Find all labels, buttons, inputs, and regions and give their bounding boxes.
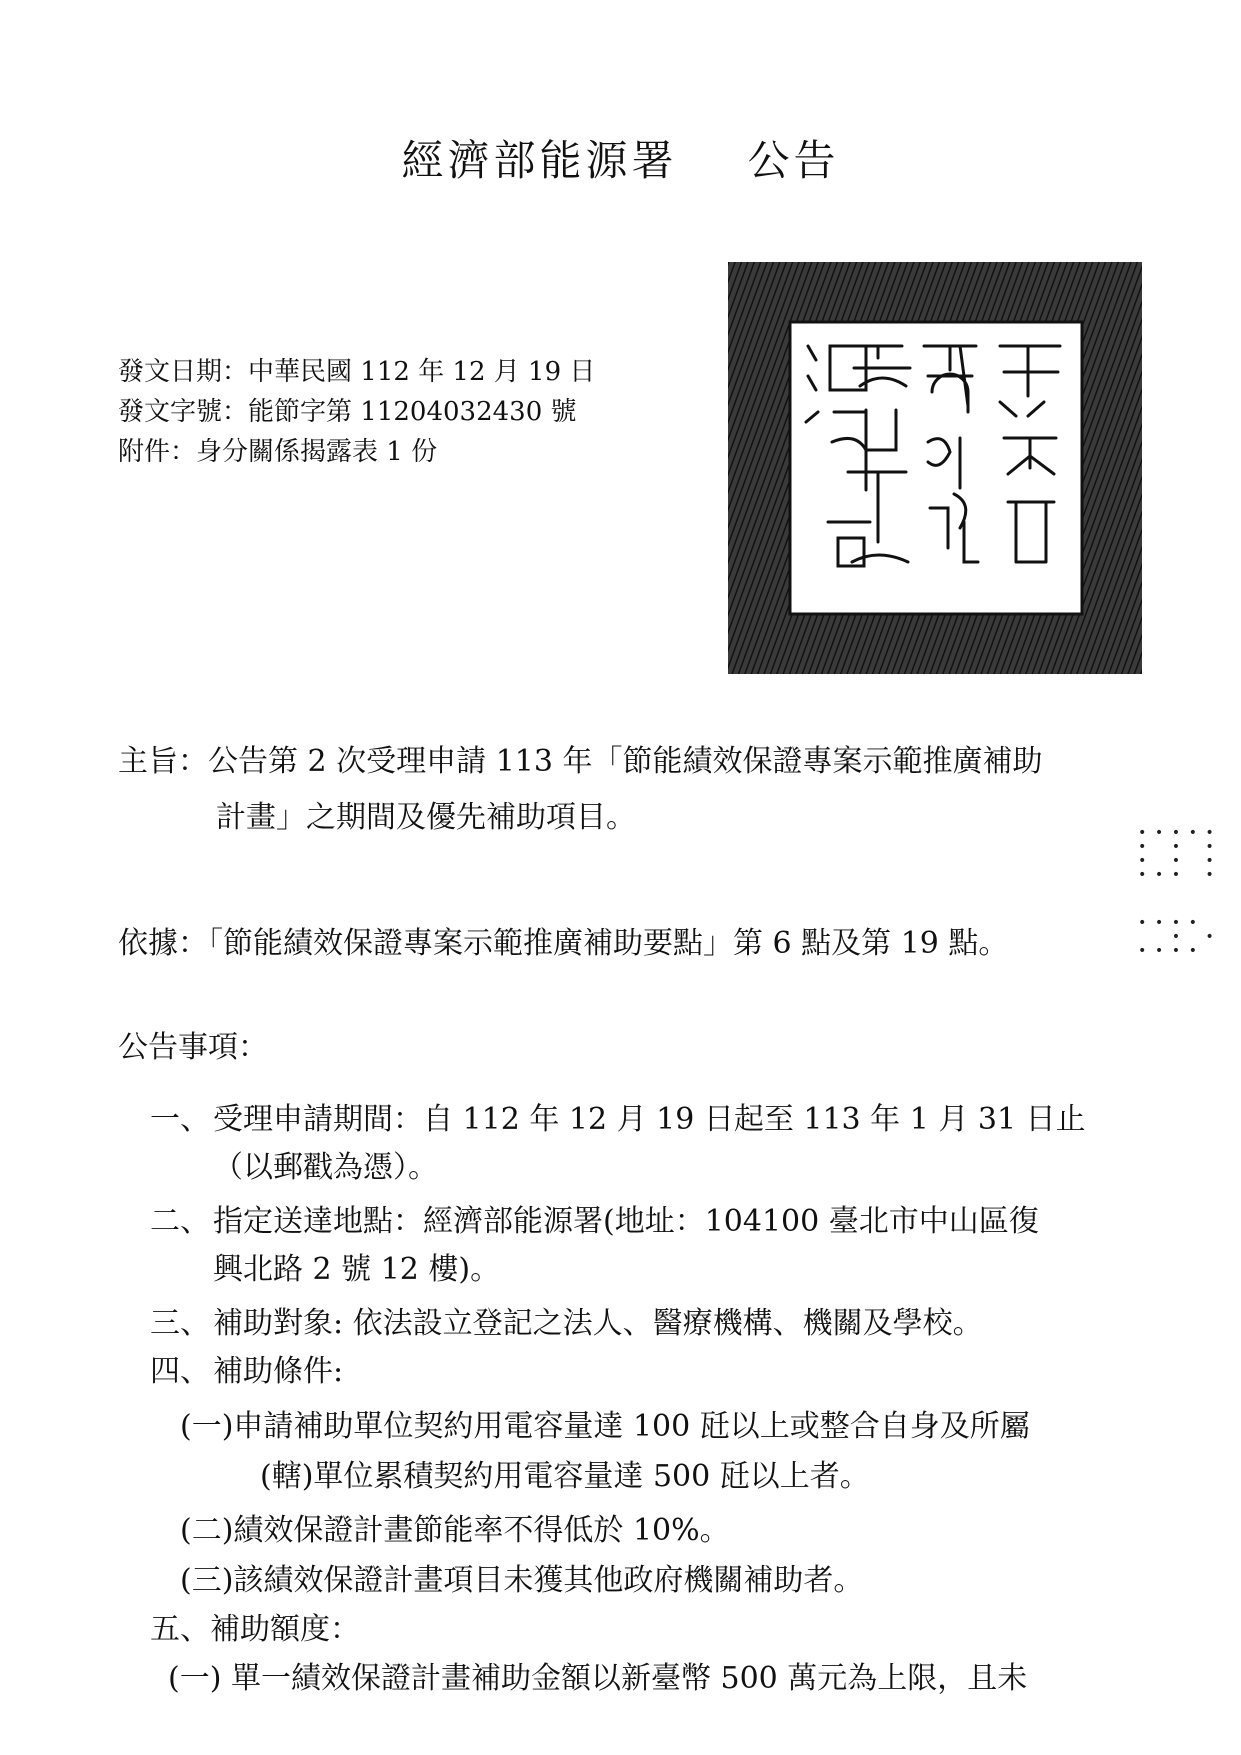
list-item	[118, 1198, 1138, 1294]
attachment-label: 附件：	[118, 437, 197, 467]
item-number: 五、	[150, 1612, 210, 1647]
agency-name: 經濟部能源署	[401, 136, 678, 185]
attachment	[118, 432, 595, 472]
subject-section	[118, 734, 1118, 846]
basis-section	[118, 916, 1118, 972]
list-item	[118, 1606, 1138, 1654]
condition-text: (一)申請補助單位契約用電容量達 100 瓩以上或整合自身及所屬	[180, 1409, 1030, 1444]
item-number: 二、	[150, 1204, 210, 1239]
item-text-continued: 興北路 2 號 12 樓)。	[213, 1252, 501, 1287]
announcement-items	[118, 1096, 1138, 1704]
binding-hole-marks: • • • • • • • • • • • • • • •	[1138, 825, 1214, 883]
condition-text: (三)該績效保證計畫項目未獲其他政府機關補助者。	[180, 1563, 864, 1598]
document-type: 公告	[747, 136, 840, 185]
item-number: 三、	[150, 1306, 210, 1341]
item-text: 補助條件:	[213, 1354, 344, 1389]
item-number: 一、	[150, 1102, 210, 1137]
announcement-heading: 公告事項：	[118, 1030, 268, 1065]
amount-text: (一) 單一績效保證計畫補助金額以新臺幣 500 萬元為上限，且未	[168, 1661, 1028, 1696]
document-number-value: 能節字第 11204032430 號	[248, 397, 577, 427]
item-text: 指定送達地點：經濟部能源署(地址：104100 臺北市中山區復	[213, 1204, 1039, 1239]
binding-hole-marks: • • • • • • • • • •	[1138, 915, 1214, 959]
attachment-value: 身分關係揭露表 1 份	[196, 437, 438, 467]
item-text: 受理申請期間：自 112 年 12 月 19 日起至 113 年 1 月 31 日止	[213, 1102, 1086, 1137]
issue-date-label: 發文日期：	[118, 357, 249, 387]
item-text-continued: （以郵戳為憑）。	[213, 1150, 438, 1185]
item-text: 補助對象: 依法設立登記之法人、醫療機構、機關及學校。	[213, 1306, 983, 1341]
subject-text-2: 計畫」之期間及優先補助項目。	[216, 800, 636, 835]
document-meta	[118, 352, 595, 472]
subject-label: 主旨：	[118, 744, 208, 779]
condition-text-continued: (轄)單位累積契約用電容量達 500 瓩以上者。	[260, 1459, 870, 1494]
document-title	[0, 128, 1241, 188]
list-item	[118, 1348, 1138, 1396]
condition-item	[118, 1556, 1138, 1606]
condition-item	[118, 1506, 1138, 1556]
issue-date-value: 中華民國 112 年 12 月 19 日	[248, 357, 596, 387]
official-seal	[728, 262, 1142, 674]
document-number-label: 發文字號：	[118, 397, 249, 427]
amount-item	[118, 1654, 1138, 1704]
basis-text: 「節能績效保證專案示範推廣補助要點」第 6 點及第 19 點。	[208, 926, 1009, 961]
document-number	[118, 392, 595, 432]
item-text: 補助額度：	[210, 1612, 360, 1647]
condition-text: (二)績效保證計畫節能率不得低於 10%。	[180, 1513, 730, 1548]
basis-label: 依據：	[118, 926, 208, 961]
subject-text-1: 公告第 2 次受理申請 113 年「節能績效保證專案示範推廣補助	[208, 744, 1043, 779]
issue-date	[118, 352, 595, 392]
item-number: 四、	[150, 1354, 210, 1389]
subject-line-1	[118, 734, 1118, 790]
list-item	[118, 1300, 1138, 1348]
list-item	[118, 1096, 1138, 1192]
condition-item	[118, 1402, 1138, 1502]
